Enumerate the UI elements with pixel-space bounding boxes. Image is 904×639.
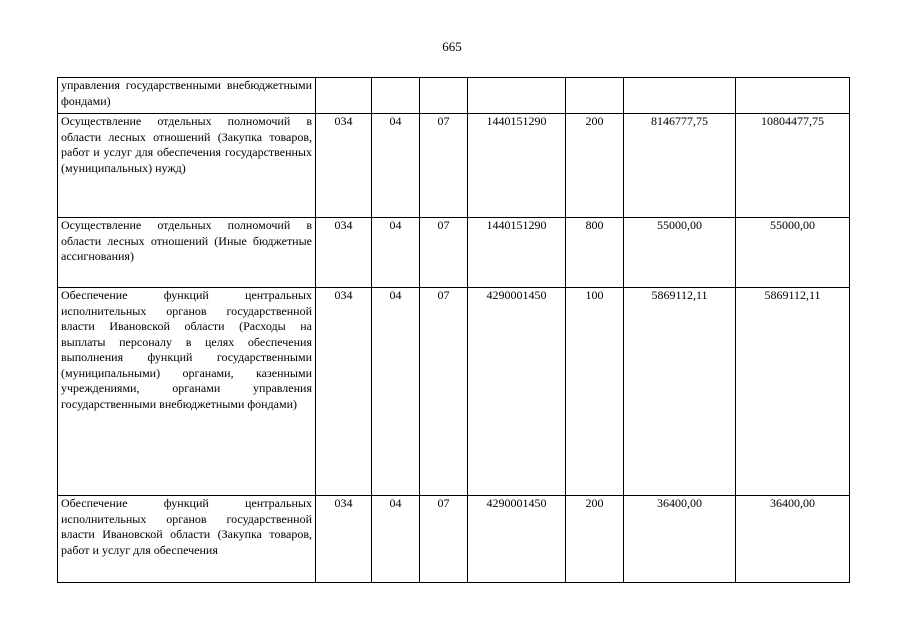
expense-type-code: 200 [566,496,624,583]
subsection-code: 07 [420,288,468,496]
table-row [58,288,850,496]
amount-1 [624,78,736,114]
section-code: 04 [372,114,420,218]
target-article-code: 1440151290 [468,218,566,288]
amount-2 [736,78,850,114]
section-code: 04 [372,218,420,288]
subsection-code: 07 [420,496,468,583]
row-description: Осуществление отдельных полномочий в области лесных отношений (Иные бюджетные ассигнования) [58,218,316,288]
section-code: 04 [372,288,420,496]
target-article-code: 1440151290 [468,114,566,218]
ministry-code: 034 [316,496,372,583]
amount-1: 5869112,11 [624,288,736,496]
ministry-code: 034 [316,288,372,496]
subsection-code [420,78,468,114]
expense-type-code: 200 [566,114,624,218]
section-code [372,78,420,114]
section-code: 04 [372,496,420,583]
amount-2: 5869112,11 [736,288,850,496]
ministry-code: 034 [316,114,372,218]
row-description: Обеспечение функций центральных исполнительных органов государственной власти Ивановской области (Закупка товаров, работ и услуг для обеспечения [58,496,316,583]
amount-2: 10804477,75 [736,114,850,218]
table-row [58,218,850,288]
budget-table [57,77,850,583]
row-description: Обеспечение функций центральных исполнительных органов государственной власти Ивановской области (Расходы на выплаты персоналу в целях обеспечения выполнения функций государственными (муниципальными) органами, казенными учреждениями, органами управления государственными внебюджетными фондами) [58,288,316,496]
amount-2: 55000,00 [736,218,850,288]
expense-type-code: 100 [566,288,624,496]
amount-2: 36400,00 [736,496,850,583]
table-row [58,78,850,114]
ministry-code: 034 [316,218,372,288]
target-article-code [468,78,566,114]
subsection-code: 07 [420,114,468,218]
expense-type-code: 800 [566,218,624,288]
table-row [58,496,850,583]
subsection-code: 07 [420,218,468,288]
table-row [58,114,850,218]
target-article-code: 4290001450 [468,288,566,496]
amount-1: 55000,00 [624,218,736,288]
row-description: управления государственными внебюджетными фондами) [58,78,316,114]
amount-1: 36400,00 [624,496,736,583]
ministry-code [316,78,372,114]
target-article-code: 4290001450 [468,496,566,583]
row-description: Осуществление отдельных полномочий в области лесных отношений (Закупка товаров, работ и услуг для обеспечения государственных (муниципальных) нужд) [58,114,316,218]
page-number: 665 [442,39,462,54]
amount-1: 8146777,75 [624,114,736,218]
expense-type-code [566,78,624,114]
